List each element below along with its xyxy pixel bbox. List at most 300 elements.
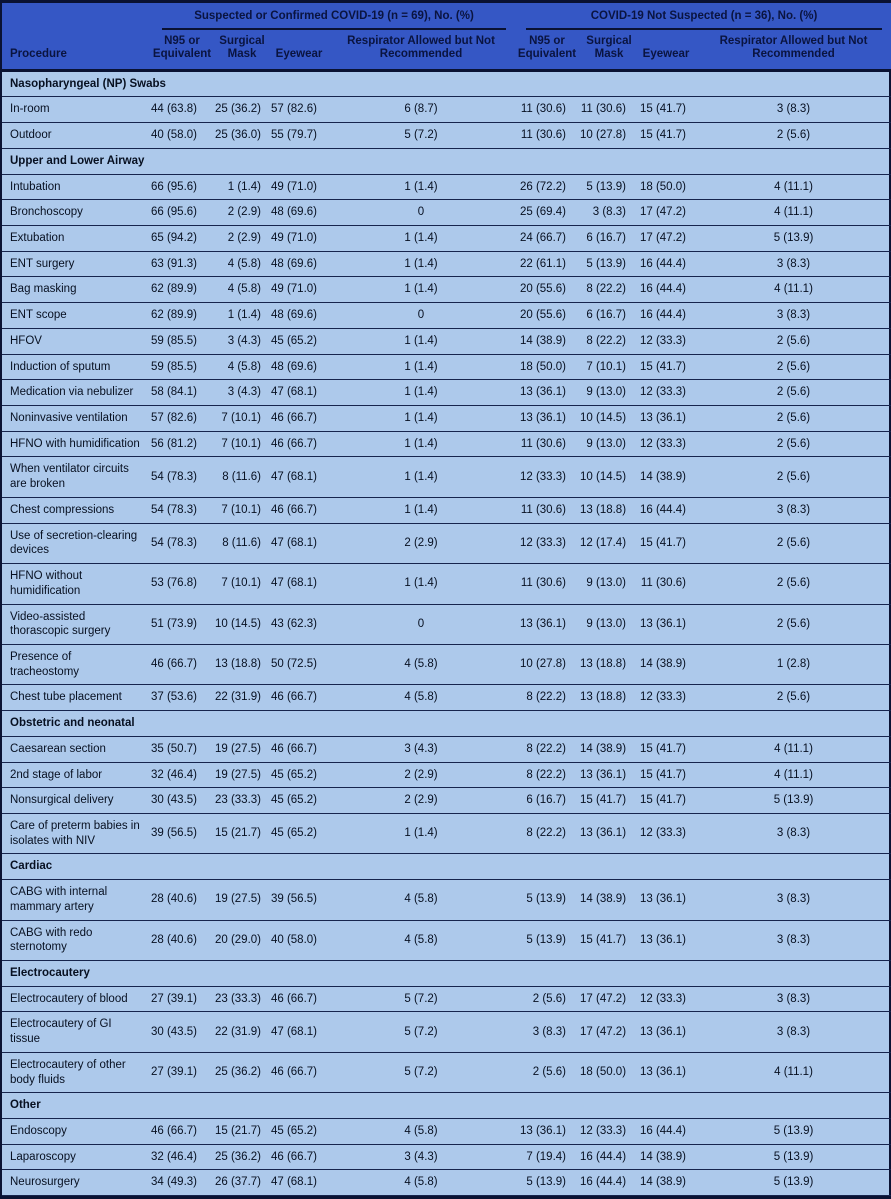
value-cell: 13 (36.1) [514, 1119, 580, 1145]
procedure-cell: Bag masking [2, 277, 150, 303]
value-cell: 4 (5.8) [328, 685, 514, 711]
value-cell: 6 (8.7) [328, 97, 514, 123]
table-row [2, 788, 891, 814]
value-cell: 58 (84.1) [150, 380, 214, 406]
value-cell: 14 (38.9) [638, 457, 694, 497]
value-cell: 46 (66.7) [270, 685, 328, 711]
value-cell: 5 (7.2) [328, 986, 514, 1012]
section-title: Nasopharyngeal (NP) Swabs [2, 70, 891, 97]
value-cell: 14 (38.9) [514, 328, 580, 354]
value-cell: 2 (5.6) [694, 564, 891, 604]
subheader-respirator-not-suspected: Respirator Allowed but Not Recommended [719, 34, 868, 61]
value-cell: 13 (36.1) [638, 406, 694, 432]
value-cell: 15 (21.7) [214, 1119, 270, 1145]
subheader-surgical-mask-not-suspected: Surgical Mask [586, 34, 632, 61]
value-cell: 8 (11.6) [214, 457, 270, 497]
value-cell: 12 (33.3) [638, 986, 694, 1012]
value-cell: 12 (33.3) [638, 380, 694, 406]
value-cell: 15 (41.7) [580, 920, 638, 960]
table-row [2, 328, 891, 354]
value-cell: 8 (22.2) [580, 277, 638, 303]
table-row [2, 736, 891, 762]
section-header-row [2, 961, 891, 987]
procedure-cell: HFOV [2, 328, 150, 354]
value-cell: 5 (13.9) [514, 920, 580, 960]
procedure-cell: Bronchoscopy [2, 200, 150, 226]
value-cell: 10 (27.8) [580, 123, 638, 149]
value-cell: 12 (33.3) [638, 813, 694, 853]
value-cell: 25 (36.2) [214, 97, 270, 123]
value-cell: 2 (5.6) [694, 523, 891, 563]
value-cell: 1 (2.8) [694, 644, 891, 684]
value-cell: 11 (30.6) [514, 97, 580, 123]
value-cell: 47 (68.1) [270, 1170, 328, 1196]
value-cell: 65 (94.2) [150, 226, 214, 252]
value-cell: 59 (85.5) [150, 354, 214, 380]
table-row [2, 604, 891, 644]
value-cell: 66 (95.6) [150, 174, 214, 200]
value-cell: 5 (13.9) [580, 174, 638, 200]
section-header-row [2, 854, 891, 880]
value-cell: 28 (40.6) [150, 880, 214, 920]
value-cell: 23 (33.3) [214, 986, 270, 1012]
value-cell: 30 (43.5) [150, 788, 214, 814]
table-row [2, 200, 891, 226]
value-cell: 2 (5.6) [694, 380, 891, 406]
procedure-cell: Endoscopy [2, 1119, 150, 1145]
value-cell: 3 (4.3) [328, 736, 514, 762]
value-cell: 13 (18.8) [580, 644, 638, 684]
value-cell: 4 (5.8) [328, 920, 514, 960]
value-cell: 7 (10.1) [214, 406, 270, 432]
value-cell: 15 (41.7) [638, 762, 694, 788]
value-cell: 32 (46.4) [150, 762, 214, 788]
value-cell: 1 (1.4) [328, 354, 514, 380]
value-cell: 9 (13.0) [580, 604, 638, 644]
value-cell: 3 (4.3) [214, 380, 270, 406]
value-cell: 4 (11.1) [694, 174, 891, 200]
value-cell: 48 (69.6) [270, 200, 328, 226]
procedure-cell: Chest tube placement [2, 685, 150, 711]
value-cell: 5 (7.2) [328, 1012, 514, 1052]
value-cell: 1 (1.4) [214, 303, 270, 329]
value-cell: 1 (1.4) [328, 431, 514, 457]
value-cell: 15 (41.7) [638, 354, 694, 380]
value-cell: 7 (19.4) [514, 1144, 580, 1170]
value-cell: 5 (13.9) [694, 1144, 891, 1170]
procedure-cell: Electrocautery of other body fluids [2, 1052, 150, 1092]
value-cell: 59 (85.5) [150, 328, 214, 354]
value-cell: 2 (5.6) [694, 123, 891, 149]
procedure-cell: Presence of tracheostomy [2, 644, 150, 684]
value-cell: 13 (18.8) [580, 497, 638, 523]
value-cell: 46 (66.7) [270, 431, 328, 457]
value-cell: 3 (8.3) [580, 200, 638, 226]
value-cell: 49 (71.0) [270, 174, 328, 200]
value-cell: 51 (73.9) [150, 604, 214, 644]
value-cell: 11 (30.6) [514, 497, 580, 523]
value-cell: 15 (41.7) [580, 788, 638, 814]
value-cell: 40 (58.0) [150, 123, 214, 149]
value-cell: 11 (30.6) [580, 97, 638, 123]
value-cell: 12 (33.3) [514, 523, 580, 563]
value-cell: 12 (17.4) [580, 523, 638, 563]
value-cell: 1 (1.4) [328, 380, 514, 406]
value-cell: 46 (66.7) [150, 1119, 214, 1145]
value-cell: 2 (5.6) [694, 328, 891, 354]
value-cell: 4 (5.8) [214, 354, 270, 380]
value-cell: 13 (36.1) [580, 762, 638, 788]
value-cell: 24 (66.7) [514, 226, 580, 252]
value-cell: 16 (44.4) [638, 277, 694, 303]
value-cell: 16 (44.4) [580, 1170, 638, 1196]
value-cell: 14 (38.9) [580, 880, 638, 920]
value-cell: 5 (13.9) [694, 226, 891, 252]
value-cell: 2 (2.9) [214, 200, 270, 226]
value-cell: 4 (5.8) [328, 880, 514, 920]
value-cell: 12 (33.3) [638, 431, 694, 457]
value-cell: 15 (41.7) [638, 97, 694, 123]
table-row [2, 1144, 891, 1170]
value-cell: 3 (8.3) [694, 303, 891, 329]
value-cell: 17 (47.2) [638, 200, 694, 226]
value-cell: 8 (11.6) [214, 523, 270, 563]
table-row [2, 251, 891, 277]
table-row [2, 762, 891, 788]
value-cell: 13 (36.1) [638, 604, 694, 644]
value-cell: 5 (7.2) [328, 123, 514, 149]
ppe-table [2, 3, 891, 1196]
procedure-cell: Chest compressions [2, 497, 150, 523]
value-cell: 1 (1.4) [328, 457, 514, 497]
table-row [2, 123, 891, 149]
value-cell: 3 (8.3) [694, 920, 891, 960]
table-row [2, 457, 891, 497]
value-cell: 1 (1.4) [328, 277, 514, 303]
value-cell: 53 (76.8) [150, 564, 214, 604]
table-row [2, 277, 891, 303]
value-cell: 57 (82.6) [150, 406, 214, 432]
section-header-row [2, 1093, 891, 1119]
subheader-n95-suspected: N95 or Equivalent [152, 34, 212, 61]
value-cell: 25 (36.2) [214, 1052, 270, 1092]
procedure-cell: Medication via nebulizer [2, 380, 150, 406]
value-cell: 7 (10.1) [214, 564, 270, 604]
table-row [2, 1012, 891, 1052]
value-cell: 57 (82.6) [270, 97, 328, 123]
value-cell: 3 (4.3) [328, 1144, 514, 1170]
value-cell: 49 (71.0) [270, 277, 328, 303]
procedure-cell: When ventilator circuits are broken [2, 457, 150, 497]
value-cell: 62 (89.9) [150, 303, 214, 329]
procedure-cell: ENT surgery [2, 251, 150, 277]
value-cell: 5 (13.9) [580, 251, 638, 277]
table-body [2, 70, 891, 1196]
procedure-cell: HFNO with humidification [2, 431, 150, 457]
value-cell: 13 (18.8) [580, 685, 638, 711]
value-cell: 4 (5.8) [328, 644, 514, 684]
value-cell: 4 (5.8) [328, 1170, 514, 1196]
value-cell: 13 (18.8) [214, 644, 270, 684]
value-cell: 48 (69.6) [270, 303, 328, 329]
value-cell: 16 (44.4) [580, 1144, 638, 1170]
value-cell: 39 (56.5) [270, 880, 328, 920]
value-cell: 39 (56.5) [150, 813, 214, 853]
table-row [2, 226, 891, 252]
value-cell: 0 [328, 303, 514, 329]
value-cell: 9 (13.0) [580, 564, 638, 604]
value-cell: 47 (68.1) [270, 1012, 328, 1052]
value-cell: 17 (47.2) [638, 226, 694, 252]
value-cell: 30 (43.5) [150, 1012, 214, 1052]
section-title: Other [2, 1093, 891, 1119]
section-title: Cardiac [2, 854, 891, 880]
value-cell: 2 (2.9) [328, 788, 514, 814]
value-cell: 18 (50.0) [580, 1052, 638, 1092]
table-row [2, 644, 891, 684]
section-title: Upper and Lower Airway [2, 148, 891, 174]
group-header-not-suspected [514, 3, 891, 30]
value-cell: 12 (33.3) [638, 328, 694, 354]
section-header-row [2, 70, 891, 97]
value-cell: 13 (36.1) [514, 406, 580, 432]
value-cell: 14 (38.9) [580, 736, 638, 762]
table-row [2, 1170, 891, 1196]
value-cell: 18 (50.0) [514, 354, 580, 380]
value-cell: 4 (5.8) [214, 251, 270, 277]
procedure-cell: Neurosurgery [2, 1170, 150, 1196]
value-cell: 13 (36.1) [514, 604, 580, 644]
value-cell: 10 (14.5) [214, 604, 270, 644]
procedure-cell: Use of secretion-clearing devices [2, 523, 150, 563]
value-cell: 3 (8.3) [694, 813, 891, 853]
value-cell: 2 (2.9) [214, 226, 270, 252]
procedure-cell: Electrocautery of blood [2, 986, 150, 1012]
value-cell: 20 (55.6) [514, 277, 580, 303]
value-cell: 4 (11.1) [694, 200, 891, 226]
procedure-cell: HFNO without humidification [2, 564, 150, 604]
value-cell: 62 (89.9) [150, 277, 214, 303]
value-cell: 25 (36.2) [214, 1144, 270, 1170]
value-cell: 11 (30.6) [514, 564, 580, 604]
procedure-cell: Video-assisted thorascopic surgery [2, 604, 150, 644]
value-cell: 7 (10.1) [214, 497, 270, 523]
value-cell: 6 (16.7) [514, 788, 580, 814]
value-cell: 2 (5.6) [694, 431, 891, 457]
value-cell: 10 (27.8) [514, 644, 580, 684]
value-cell: 15 (41.7) [638, 123, 694, 149]
value-cell: 47 (68.1) [270, 380, 328, 406]
table-row [2, 1052, 891, 1092]
value-cell: 0 [328, 200, 514, 226]
group-header-suspected-confirmed [150, 3, 514, 30]
value-cell: 22 (61.1) [514, 251, 580, 277]
value-cell: 2 (2.9) [328, 762, 514, 788]
value-cell: 15 (21.7) [214, 813, 270, 853]
value-cell: 20 (55.6) [514, 303, 580, 329]
value-cell: 13 (36.1) [638, 1012, 694, 1052]
value-cell: 10 (14.5) [580, 457, 638, 497]
procedure-cell: Nonsurgical delivery [2, 788, 150, 814]
value-cell: 3 (8.3) [694, 1012, 891, 1052]
value-cell: 13 (36.1) [638, 1052, 694, 1092]
value-cell: 54 (78.3) [150, 523, 214, 563]
value-cell: 25 (36.0) [214, 123, 270, 149]
value-cell: 15 (41.7) [638, 523, 694, 563]
value-cell: 11 (30.6) [514, 431, 580, 457]
procedure-cell: CABG with internal mammary artery [2, 880, 150, 920]
value-cell: 1 (1.4) [328, 813, 514, 853]
value-cell: 1 (1.4) [328, 564, 514, 604]
value-cell: 15 (41.7) [638, 788, 694, 814]
value-cell: 35 (50.7) [150, 736, 214, 762]
value-cell: 45 (65.2) [270, 813, 328, 853]
value-cell: 2 (5.6) [514, 1052, 580, 1092]
table-row [2, 813, 891, 853]
table-row [2, 354, 891, 380]
value-cell: 48 (69.6) [270, 251, 328, 277]
value-cell: 19 (27.5) [214, 736, 270, 762]
value-cell: 3 (8.3) [694, 880, 891, 920]
value-cell: 46 (66.7) [270, 1144, 328, 1170]
value-cell: 8 (22.2) [514, 685, 580, 711]
procedure-cell: Electrocautery of GI tissue [2, 1012, 150, 1052]
table-row [2, 497, 891, 523]
value-cell: 13 (36.1) [638, 920, 694, 960]
table-row [2, 380, 891, 406]
value-cell: 13 (36.1) [638, 880, 694, 920]
value-cell: 13 (36.1) [514, 380, 580, 406]
value-cell: 1 (1.4) [328, 174, 514, 200]
value-cell: 9 (13.0) [580, 380, 638, 406]
value-cell: 54 (78.3) [150, 497, 214, 523]
value-cell: 54 (78.3) [150, 457, 214, 497]
value-cell: 28 (40.6) [150, 920, 214, 960]
procedure-cell: 2nd stage of labor [2, 762, 150, 788]
value-cell: 22 (31.9) [214, 685, 270, 711]
value-cell: 18 (50.0) [638, 174, 694, 200]
group-label-not-suspected: COVID-19 Not Suspected (n = 36), No. (%) [526, 10, 882, 30]
value-cell: 10 (14.5) [580, 406, 638, 432]
value-cell: 32 (46.4) [150, 1144, 214, 1170]
value-cell: 17 (47.2) [580, 986, 638, 1012]
value-cell: 47 (68.1) [270, 523, 328, 563]
procedure-cell: Caesarean section [2, 736, 150, 762]
subheader-n95-not-suspected: N95 or Equivalent [517, 34, 577, 61]
value-cell: 1 (1.4) [328, 497, 514, 523]
value-cell: 13 (36.1) [580, 813, 638, 853]
value-cell: 16 (44.4) [638, 1119, 694, 1145]
value-cell: 50 (72.5) [270, 644, 328, 684]
value-cell: 2 (5.6) [694, 406, 891, 432]
value-cell: 22 (31.9) [214, 1012, 270, 1052]
value-cell: 12 (33.3) [580, 1119, 638, 1145]
value-cell: 34 (49.3) [150, 1170, 214, 1196]
value-cell: 11 (30.6) [514, 123, 580, 149]
value-cell: 45 (65.2) [270, 788, 328, 814]
section-header-row [2, 711, 891, 737]
value-cell: 14 (38.9) [638, 1144, 694, 1170]
value-cell: 2 (5.6) [694, 457, 891, 497]
value-cell: 15 (41.7) [638, 736, 694, 762]
value-cell: 20 (29.0) [214, 920, 270, 960]
value-cell: 4 (11.1) [694, 762, 891, 788]
value-cell: 46 (66.7) [150, 644, 214, 684]
value-cell: 5 (13.9) [514, 1170, 580, 1196]
value-cell: 23 (33.3) [214, 788, 270, 814]
value-cell: 37 (53.6) [150, 685, 214, 711]
value-cell: 26 (37.7) [214, 1170, 270, 1196]
procedure-cell: Outdoor [2, 123, 150, 149]
value-cell: 8 (22.2) [514, 762, 580, 788]
value-cell: 25 (69.4) [514, 200, 580, 226]
value-cell: 49 (71.0) [270, 226, 328, 252]
value-cell: 6 (16.7) [580, 226, 638, 252]
table-row [2, 303, 891, 329]
value-cell: 16 (44.4) [638, 251, 694, 277]
value-cell: 26 (72.2) [514, 174, 580, 200]
value-cell: 7 (10.1) [214, 431, 270, 457]
value-cell: 17 (47.2) [580, 1012, 638, 1052]
value-cell: 3 (8.3) [694, 986, 891, 1012]
value-cell: 5 (13.9) [694, 788, 891, 814]
value-cell: 47 (68.1) [270, 457, 328, 497]
table-row [2, 431, 891, 457]
value-cell: 2 (5.6) [514, 986, 580, 1012]
value-cell: 2 (2.9) [328, 523, 514, 563]
value-cell: 8 (22.2) [580, 328, 638, 354]
value-cell: 12 (33.3) [514, 457, 580, 497]
group-label-suspected-confirmed: Suspected or Confirmed COVID-19 (n = 69), No. (%) [162, 10, 506, 30]
value-cell: 3 (8.3) [694, 97, 891, 123]
value-cell: 4 (5.8) [328, 1119, 514, 1145]
value-cell: 48 (69.6) [270, 354, 328, 380]
value-cell: 46 (66.7) [270, 986, 328, 1012]
value-cell: 56 (81.2) [150, 431, 214, 457]
procedure-cell: Laparoscopy [2, 1144, 150, 1170]
procedure-cell: ENT scope [2, 303, 150, 329]
value-cell: 45 (65.2) [270, 762, 328, 788]
value-cell: 3 (4.3) [214, 328, 270, 354]
value-cell: 4 (11.1) [694, 277, 891, 303]
value-cell: 11 (30.6) [638, 564, 694, 604]
value-cell: 46 (66.7) [270, 406, 328, 432]
value-cell: 3 (8.3) [514, 1012, 580, 1052]
value-cell: 14 (38.9) [638, 644, 694, 684]
value-cell: 9 (13.0) [580, 431, 638, 457]
section-title: Electrocautery [2, 961, 891, 987]
value-cell: 16 (44.4) [638, 303, 694, 329]
table-row [2, 920, 891, 960]
value-cell: 8 (22.2) [514, 813, 580, 853]
value-cell: 1 (1.4) [328, 328, 514, 354]
section-title: Obstetric and neonatal [2, 711, 891, 737]
value-cell: 44 (63.8) [150, 97, 214, 123]
group-header-row [2, 3, 891, 30]
value-cell: 8 (22.2) [514, 736, 580, 762]
table-row [2, 880, 891, 920]
value-cell: 4 (11.1) [694, 736, 891, 762]
value-cell: 7 (10.1) [580, 354, 638, 380]
table-row [2, 685, 891, 711]
value-cell: 46 (66.7) [270, 736, 328, 762]
subheader-eyewear-not-suspected: Eyewear [642, 48, 690, 61]
value-cell: 27 (39.1) [150, 986, 214, 1012]
procedure-cell: Noninvasive ventilation [2, 406, 150, 432]
value-cell: 1 (1.4) [328, 251, 514, 277]
value-cell: 47 (68.1) [270, 564, 328, 604]
procedure-cell: CABG with redo sternotomy [2, 920, 150, 960]
